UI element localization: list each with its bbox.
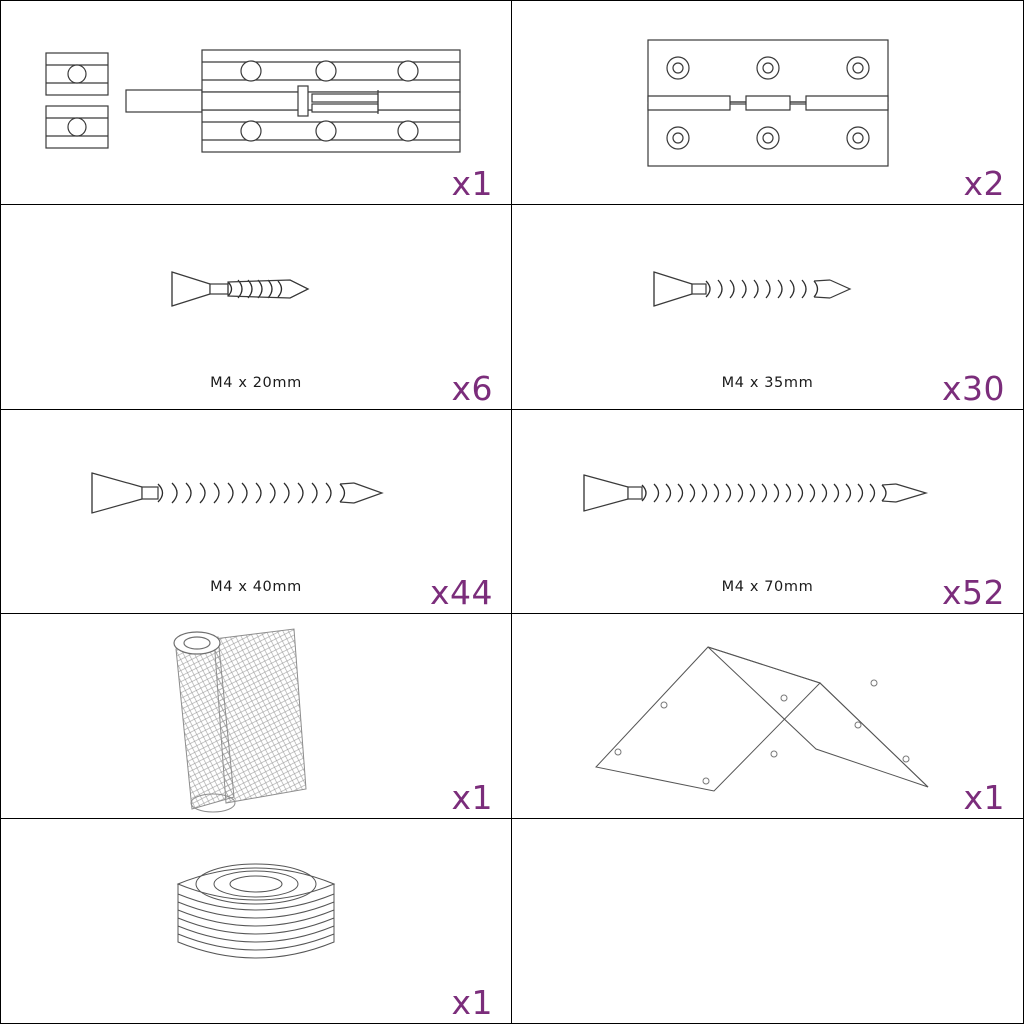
coiled-strip-icon [1, 819, 511, 1023]
wood-screw-icon [1, 205, 511, 390]
part-cell-coiled-strip [1, 819, 512, 1023]
wood-screw-icon [512, 410, 1023, 595]
part-spec-label: M4 x 20mm [210, 374, 302, 391]
part-cell-screw-m4x20 [1, 205, 512, 409]
quantity-label: x1 [451, 164, 493, 204]
parts-grid [1, 1, 1023, 1023]
quantity-label: x44 [429, 573, 493, 613]
part-cell-screw-m4x40 [1, 410, 512, 614]
wood-screw-icon [512, 205, 1023, 390]
part-cell-mesh-roll [1, 614, 512, 818]
mesh-roll-icon [1, 614, 511, 817]
quantity-label: x1 [963, 777, 1005, 817]
part-spec-label: M4 x 40mm [210, 579, 302, 596]
part-cell-butt-hinge [512, 1, 1023, 205]
part-spec-label: M4 x 35mm [721, 374, 814, 391]
quantity-label: x1 [451, 777, 493, 817]
quantity-label: x6 [451, 368, 493, 408]
butt-hinge-icon [512, 1, 1023, 204]
quantity-label: x1 [451, 982, 493, 1022]
wood-screw-icon [1, 410, 511, 595]
roof-panel-icon [512, 614, 1023, 817]
quantity-label: x52 [941, 573, 1005, 613]
part-cell-empty [512, 819, 1023, 1023]
quantity-label: x2 [963, 164, 1005, 204]
quantity-label: x30 [941, 368, 1005, 408]
part-cell-screw-m4x70 [512, 410, 1023, 614]
part-spec-label: M4 x 70mm [721, 579, 814, 596]
part-cell-screw-m4x35 [512, 205, 1023, 409]
part-cell-barrel-bolt [1, 1, 512, 205]
barrel-bolt-icon [1, 1, 511, 204]
part-cell-roof-panel [512, 614, 1023, 818]
